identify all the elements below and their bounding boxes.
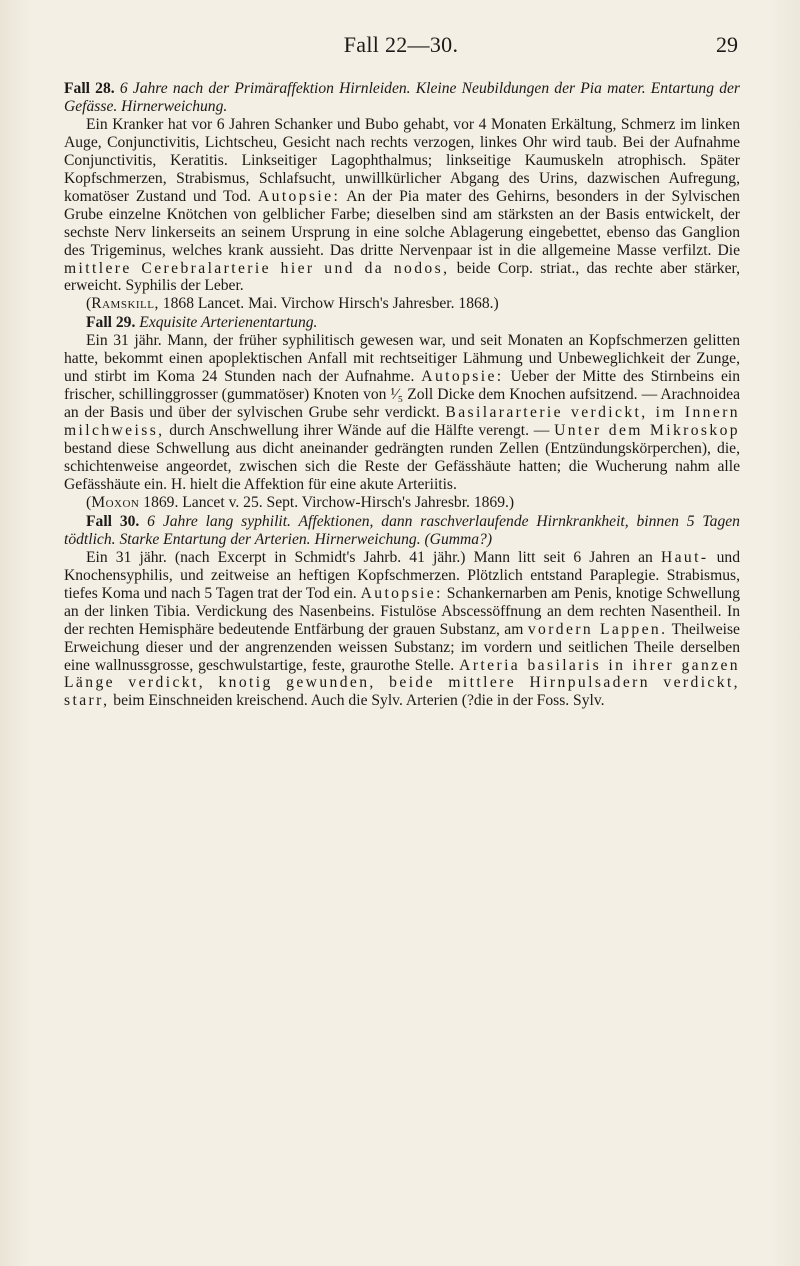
reference-author: Ramskill, bbox=[91, 295, 159, 313]
case-text: bestand diese Schwellung aus dicht aneinander gedrängten runden Zellen (Entzündungskörperchen), die, schichtenweise angeordet, zwischen sich die Reste der Gefässhäute hatten; die Wucherung nahm alle Gefässhäute ein. H. hielt die Affektion für eine akute Arteriitis. bbox=[64, 440, 740, 493]
emphasized-text: mittlere Cerebralarterie hier und da nodos, bbox=[64, 259, 450, 277]
case-text: Ein 31 jähr. (nach Excerpt in Schmidt's Jahrb. 41 jähr.) Mann litt seit 6 Jahren an bbox=[86, 548, 653, 566]
case-text: beim Einschneiden kreischend. Auch die Sylv. Arterien (?die in der Foss. Sylv. bbox=[113, 692, 605, 710]
emphasized-text: vordern Lappen. bbox=[527, 620, 668, 638]
case-text: Ueber der Mitte des Stirnbeins ein frischer, schillinggrosser (gummatöser) Knoten von ¹⁄₅ Zoll Dicke dem Knochen aufsitzend. — Arachnoidea an der Basis und über der sylvischen Grube sehr verdickt. bbox=[64, 368, 740, 422]
case-29-heading bbox=[64, 314, 740, 332]
case-title: Exquisite Arterienentartung. bbox=[139, 314, 318, 332]
case-text: und Knochensyphilis, und zeitweise an heftigen Kopfschmerzen. Plötzlich entstand Paraplegie. Strabismus, tiefes Koma und nach 5 Tagen trat der Tod ein. bbox=[64, 548, 740, 602]
case-28-heading bbox=[64, 80, 740, 116]
case-text: Ein 31 jähr. Mann, der früher syphilitisch gewesen war, und seit Monaten an Kopfschmerzen gelitten hatte, bekommt einen apoplektischen Anfall mit rechtseitiger Lähmung und Unbeweglichkeit der Zunge, und stirbt im Koma 24 Stunden nach der Aufnahme. bbox=[64, 332, 740, 386]
case-text: Schankernarben am Penis, knotige Schwellung an der linken Tibia. Verdickung des Nasenbeins. Fistulöse Abscessöffnung an dem rechten Nasentheil. In der rechten Hemisphäre bedeutende Entfärbung der grauen Substanz, am bbox=[64, 584, 740, 638]
case-number: Fall 28. bbox=[64, 80, 115, 97]
case-title: 6 Jahre nach der Primäraffektion Hirnleiden. Kleine Neubildungen der Pia mater. Entartung der Gefässe. Hirnerweichung. bbox=[64, 80, 740, 115]
case-30-heading bbox=[64, 513, 740, 549]
page-number: 29 bbox=[716, 32, 738, 57]
case-number: Fall 29. bbox=[86, 314, 136, 332]
case-28-text bbox=[64, 116, 740, 296]
case-text: durch Anschwellung ihrer Wände auf die Hälfte verengt. — bbox=[169, 422, 550, 440]
reference-source: 1868 Lancet. Mai. Virchow Hirsch's Jahresber. 1868.) bbox=[162, 295, 499, 313]
reference-source: 1869. Lancet v. 25. Sept. Virchow-Hirsch's Jahresbr. 1869.) bbox=[143, 493, 515, 511]
case-title: 6 Jahre lang syphilit. Affektionen, dann raschverlaufende Hirnkrankheit, binnen 5 Tagen tödtlich. Starke Entartung der Arterien. Hirnerweichung. (Gumma?) bbox=[64, 512, 740, 548]
running-head-title: Fall 22—30. bbox=[343, 32, 459, 57]
case-29-text bbox=[64, 332, 740, 494]
case-30-text bbox=[64, 549, 740, 711]
case-28-reference: (Ramskill, 1868 Lancet. Mai. Virchow Hirsch's Jahresber. 1868.) bbox=[86, 295, 499, 313]
emphasized-text: Unter dem Mikroskop bbox=[554, 422, 740, 440]
autopsy-label: Autopsie: bbox=[360, 584, 443, 602]
emphasized-text: Basilararterie verdickt, im Innern milchweiss, bbox=[64, 404, 740, 440]
emphasized-text: Haut- bbox=[660, 548, 709, 566]
page-body bbox=[64, 80, 740, 710]
case-text: beide Corp. striat., das rechte aber stärker, erweicht. Syphilis der Leber. bbox=[64, 259, 740, 295]
running-head bbox=[64, 32, 738, 68]
case-text: An der Pia mater des Gehirns, besonders in der Sylvischen Grube einzelne Knötchen von gelblicher Farbe; dieselben sind am stärksten an der Basis entwickelt, der sechste Nerv linkerseits an seinem Ursprung in eine solche Ablagerung eingebettet, ebenso das Ganglion des Trigeminus, welches krank aussieht. Das dritte Nervenpaar ist in die allgemeine Masse verfilzt. Die bbox=[64, 187, 740, 259]
case-text: Ein Kranker hat vor 6 Jahren Schanker und Bubo gehabt, vor 4 Monaten Erkältung, Schmerz im linken Auge, Conjunctivitis, Lichtscheu, Gesicht nach rechts verzogen, linkes Ohr wird taub. Bei der Aufnahme Conjunctivitis, Keratitis. Linkseitiger Lagophthalmus; linkseitige Kaumuskeln atrophisch. Später Kopfschmerzen, Strabismus, Schlafsucht, unwillkürlicher Abgang des Urins, dazwischen Aufregung, komatöser Zustand und Tod. bbox=[64, 115, 740, 205]
case-text: Theilweise Erweichung dieser und der angrenzenden weissen Substanz; im vordern und seitlichen Theile derselben eine wallnussgrosse, geschwulstartige, feste, graurothe Stelle. bbox=[64, 620, 740, 674]
autopsy-label: Autopsie: bbox=[421, 368, 504, 386]
reference-author: Moxon bbox=[91, 493, 140, 511]
emphasized-text: Arteria basilaris in ihrer ganzen Länge verdickt, knotig gewunden, beide mittlere Hirnpulsadern verdickt, starr, bbox=[64, 656, 740, 710]
case-number: Fall 30. bbox=[86, 512, 140, 530]
case-29-reference: (Moxon 1869. Lancet v. 25. Sept. Virchow-Hirsch's Jahresbr. 1869.) bbox=[86, 493, 515, 511]
autopsy-label: Autopsie: bbox=[257, 187, 341, 205]
